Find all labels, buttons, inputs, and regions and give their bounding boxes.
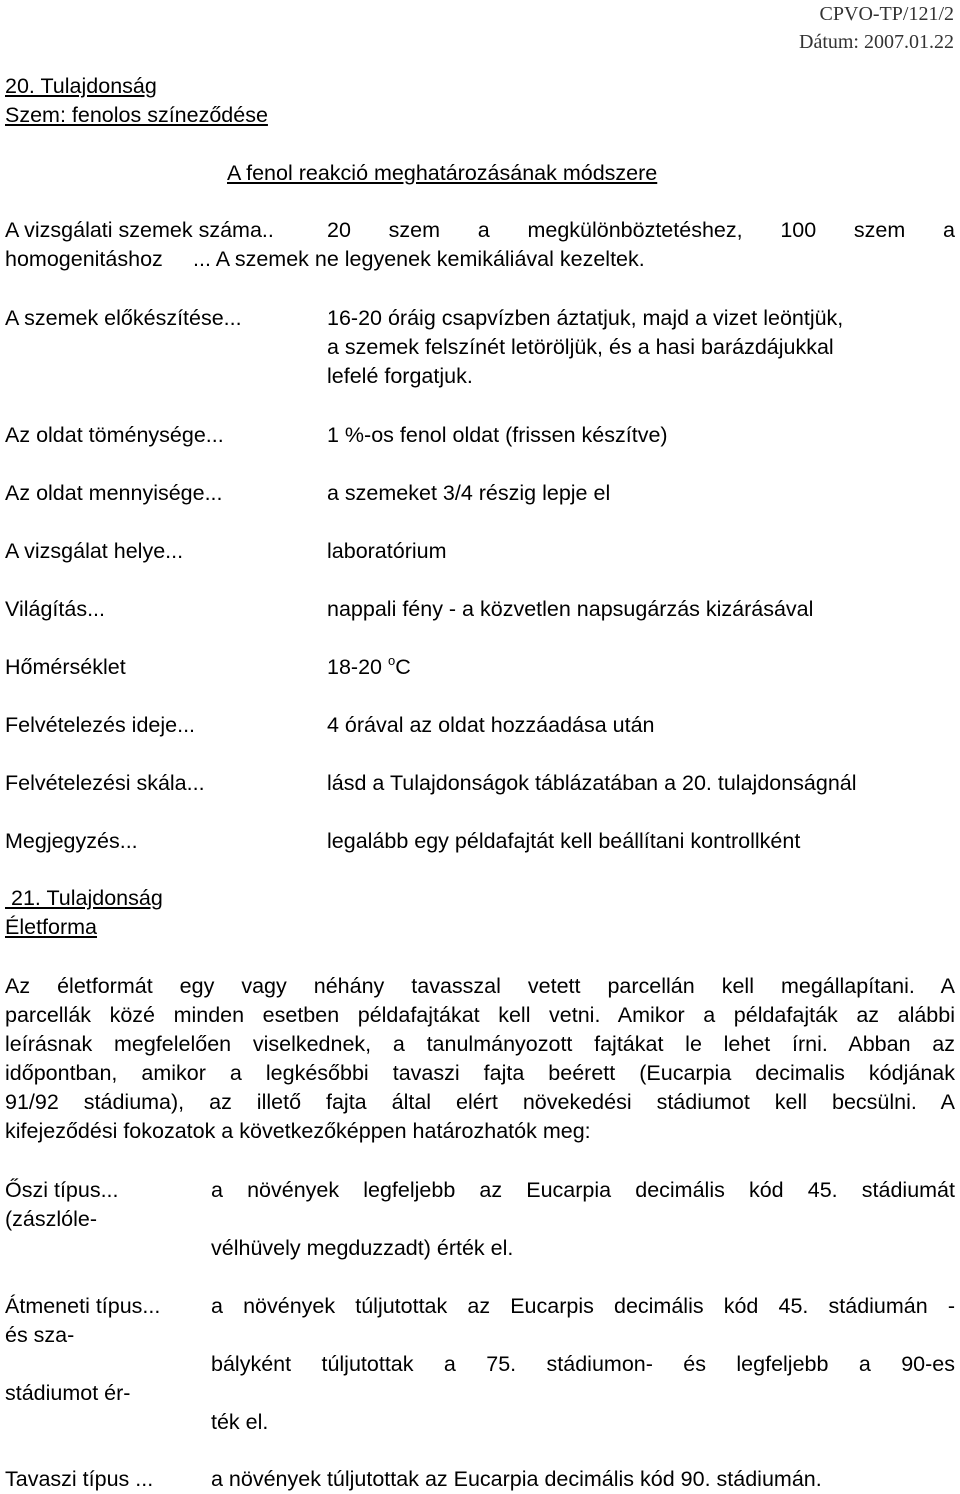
section-21-paragraph: [5, 972, 955, 1146]
lighting-label: Világítás...: [5, 597, 105, 621]
transitional-type-value-line2: bályként túljutottak a 75. stádiumon- és legfeljebb a 90-es: [211, 1352, 955, 1376]
note-value: legalább egy példafajtát kell beállítani kontrollként: [327, 829, 801, 853]
concentration-label: Az oldat töménysége...: [5, 423, 224, 447]
recording-scale-value: lásd a Tulajdonságok táblázatában a 20. tulajdonságnál: [327, 771, 857, 795]
temperature-value: [327, 653, 411, 682]
transitional-type-label-cont2: stádiumot ér-: [5, 1381, 131, 1405]
lighting-value: nappali fény - a közvetlen napsugárzás kizárásával: [327, 597, 814, 621]
section-20-number: 20. Tulajdonság: [5, 74, 157, 98]
seed-count-value-line2: ... A szemek ne legyenek kemikáliával kezeltek.: [193, 247, 645, 271]
transitional-type-label-cont1: és sza-: [5, 1323, 75, 1347]
transitional-type-label: Átmeneti típus...: [5, 1294, 161, 1318]
paragraph-line: 91/92 stádiuma), az illető fajta által elért növekedési stádiumot kell becsülni. A: [5, 1090, 955, 1114]
temperature-number: 18-20: [327, 655, 382, 679]
section-21-number-text: 21. Tulajdonság: [10, 886, 163, 910]
paragraph-line: Az életformát egy vagy néhány tavasszal vetett parcellán kell megállapítani. A: [5, 974, 955, 998]
recording-time-value: 4 órával az oldat hozzáadása után: [327, 713, 655, 737]
preparation-label: A szemek előkészítése...: [5, 306, 242, 330]
paragraph-line: időpontban, amikor a legkésőbbi tavaszi fajta beérett (Eucarpia decimalis kódjának: [5, 1061, 955, 1085]
recording-time-label: Felvételezés ideje...: [5, 713, 196, 737]
quantity-label: Az oldat mennyisége...: [5, 481, 223, 505]
spring-type-label: Tavaszi típus ...: [5, 1467, 154, 1491]
temperature-label: Hőmérséklet: [5, 655, 126, 679]
transitional-type-value-line1: a növények túljutottak az Eucarpis decimális kód 45. stádiumán -: [211, 1294, 955, 1318]
paragraph-line: parcellák közé minden esetben példafajtákat kell vetni. Amikor a példafajták az alábbi: [5, 1003, 955, 1027]
seed-count-label-line2: homogenitáshoz: [5, 247, 163, 271]
temperature-degree: o: [387, 653, 396, 668]
temperature-unit: C: [395, 655, 411, 679]
seed-count-value: 20 szem a megkülönböztetéshez, 100 szem a: [327, 218, 955, 242]
section-20-title: Szem: fenolos színeződése: [5, 103, 268, 127]
note-label: Megjegyzés...: [5, 829, 138, 853]
paragraph-line: kifejeződési fokozatok a következőképpen határozhatók meg:: [5, 1119, 591, 1143]
winter-type-value-line1: a növények legfeljebb az Eucarpia decimális kód 45. stádiumát: [211, 1178, 955, 1202]
winter-type-value-line2: vélhüvely megduzzadt) érték el.: [211, 1236, 514, 1260]
seed-count-label: A vizsgálati szemek száma..: [5, 218, 274, 242]
preparation-value-line3: lefelé forgatjuk.: [327, 364, 473, 388]
method-title: A fenol reakció meghatározásának módszere: [227, 161, 658, 185]
document-code: CPVO-TP/121/2: [819, 3, 954, 25]
winter-type-label: Őszi típus...: [5, 1178, 119, 1202]
location-value: laboratórium: [327, 539, 447, 563]
concentration-value: 1 %-os fenol oldat (frissen készítve): [327, 423, 668, 447]
preparation-value-line1: 16-20 óráig csapvízben áztatjuk, majd a vizet leöntjük,: [327, 306, 844, 330]
paragraph-line: leírásnak megfelelően viselkednek, a tanulmányozott fajtákat le lehet írni. Abban az: [5, 1032, 955, 1056]
section-21-title: Életforma: [5, 915, 98, 939]
document-date: Dátum: 2007.01.22: [799, 31, 954, 53]
section-21-number: [5, 884, 163, 913]
winter-type-label-cont: (zászlóle-: [5, 1207, 97, 1231]
transitional-type-value-line3: ték el.: [211, 1410, 269, 1434]
spring-type-value: a növények túljutottak az Eucarpia decimális kód 90. stádiumán.: [211, 1467, 822, 1491]
preparation-value-line2: a szemek felszínét letöröljük, és a hasi barázdájukkal: [327, 335, 834, 359]
recording-scale-label: Felvételezési skála...: [5, 771, 205, 795]
location-label: A vizsgálat helye...: [5, 539, 184, 563]
quantity-value: a szemeket 3/4 részig lepje el: [327, 481, 611, 505]
